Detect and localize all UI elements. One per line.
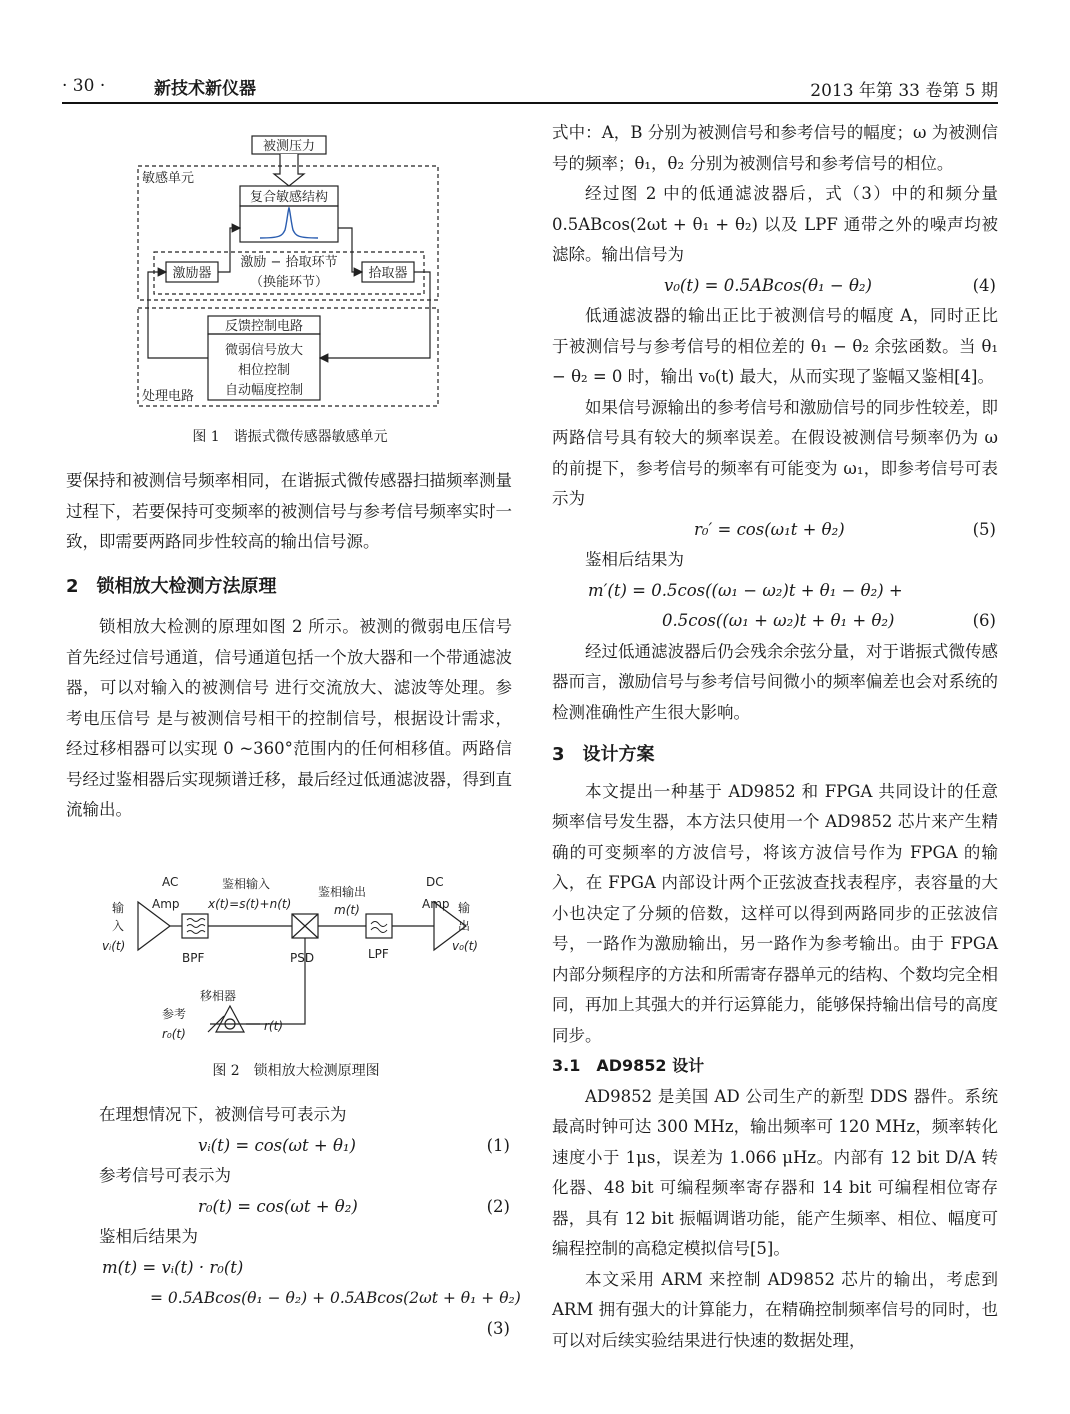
equation-3-body-2: = 0.5ABcos(θ₁ − θ₂) + 0.5ABcos(2ωt + θ₁ + θ₂) (150, 1289, 521, 1307)
left-equations (66, 1100, 521, 1344)
right-para-7: 本文提出一种基于 AD9852 和 FPGA 共同设计的任意频率信号发生器，本方法只使用一个 AD9852 芯片来产生精确的可变频率的方波信号，将该方波信号作为 FPGA 的输入，在 FPGA 内部设计两个正弦波查找表程序，表容量的大小也决定了分频的倍数，这样可以得到两路同步的正弦波信号，一路作为激励输出，另一路作为参考输出。由于 FPGA 内部分频程序的方法和所需寄存器单元的结构、个数均完全相同，再加上其强大的并行运算能力，能够保持输出信号的高度同步。 (552, 781, 998, 1045)
equation-6-body-1: m′(t) = 0.5cos((ω₁ − ω₂)t + θ₁ − θ₂) + (588, 580, 903, 600)
equation-5-number: (5) (972, 519, 996, 539)
equation-4 (552, 271, 998, 302)
fig1-label-composite: 复合敏感结构 (249, 190, 329, 205)
equation-3-number-line (66, 1314, 512, 1345)
right-para-6: 经过低通滤波器后仍会残余余弦分量，对于谐振式微传感器而言，激励信号与参考信号间微小的频率偏差也会对系统的检测准确性产生很大影响。 (552, 641, 998, 722)
fig2-label-r0: r₀(t) (162, 1027, 186, 1041)
fig1-label-transduce-note: （换能环节） (249, 275, 329, 290)
fig1-label-pickup: 拾取器 (368, 266, 408, 281)
fig2-label-ac: AC (162, 875, 179, 889)
figure-2-diagram (96, 872, 496, 1052)
issue-info: 2013 年第 33 卷第 5 期 (810, 81, 998, 101)
fig1-label-sensing-unit: 敏感单元 (142, 171, 195, 186)
fig2-label-pd-input: 鉴相输入 (222, 877, 271, 891)
fig2-label-input-2: 入 (112, 919, 125, 933)
equation-1 (66, 1131, 512, 1162)
fig1-label-pressure: 被测压力 (262, 139, 316, 154)
section-3-heading: 3 设计方案 (552, 744, 655, 765)
right-para-8: AD9852 是美国 AD 公司生产的新型 DDS 器件。系统最高时钟可达 300 MHz，输出频率可 120 MHz，频率转化速度小于 1μs，误差为 1.066 μHz。内部有 12 bit D/A 转化器、48 bit 可编程频率寄存器和 14 bit 可编程相位寄存器，具有 12 bit 振幅调谐功能，能产生频率、相位、幅度可编程控制的高稳定模拟信号[5]。 (552, 1086, 998, 1258)
fig1-label-transduce: 激励 − 拾取环节 (240, 255, 338, 270)
equation-4-number: (4) (972, 275, 996, 295)
fig2-label-rt: r(t) (264, 1019, 284, 1033)
equation-1-body: vᵢ(t) = cos(ωt + θ₁) (198, 1135, 356, 1155)
fig2-label-psd: PSD (290, 951, 315, 965)
fig1-label-exciter: 激励器 (172, 266, 212, 281)
right-para-9: 本文采用 ARM 来控制 AD9852 芯片的输出，考虑到 ARM 拥有强大的计算能力，在精确控制频率信号的同时，也可以对后续实验结果进行快速的数据处理， (552, 1269, 998, 1350)
header-rule (62, 102, 998, 104)
page-header (62, 72, 998, 102)
left-para-5: 鉴相后结果为 (99, 1227, 198, 1246)
left-para-1: 要保持和被测信号频率相同，在谐振式微传感器扫描频率测量过程下，若要保持可变频率的被测信号与参考信号频率实时一致，即需要两路同步性较高的输出信号源。 (66, 471, 512, 551)
fig1-label-agc: 自动幅度控制 (224, 383, 304, 398)
left-para-4: 参考信号可表示为 (99, 1166, 231, 1185)
figure-2-caption: 图 2 锁相放大检测原理图 (212, 1063, 380, 1079)
right-para-3: 低通滤波器的输出正比于被测信号的幅度 A，同时正比于被测信号与参考信号的相位差的 θ₁ − θ₂ 余弦函数。当 θ₁ − θ₂ = 0 时，输出 v₀(t) 最大，从而实现了鉴幅又鉴相[4]。 (552, 306, 998, 386)
fig2-label-dc-amp: Amp (422, 897, 450, 911)
fig2-label-output-2: 出 (458, 919, 471, 933)
equation-5 (552, 515, 998, 546)
fig1-label-processing: 处理电路 (142, 389, 195, 404)
equation-5-body: r₀′ = cos(ω₁t + θ₂) (694, 519, 845, 539)
fig2-label-reference: 参考 (162, 1007, 187, 1021)
left-column (66, 466, 512, 826)
section-3-1-heading: 3.1 AD9852 设计 (552, 1056, 705, 1075)
fig2-label-shifter: 移相器 (200, 989, 237, 1003)
fig2-label-amp: Amp (152, 897, 180, 911)
equation-6-line-1 (552, 576, 998, 607)
fig2-label-pd-signal: x(t)=s(t)+n(t) (208, 897, 292, 911)
left-para-3: 在理想情况下，被测信号可表示为 (99, 1105, 347, 1124)
right-column (552, 118, 998, 1356)
equation-2-number: (2) (486, 1196, 510, 1216)
equation-1-number: (1) (486, 1135, 510, 1155)
fig2-label-lpf: LPF (368, 947, 389, 961)
fig2-label-output-1: 输 (458, 901, 471, 915)
fig2-label-vo: v₀(t) (452, 939, 478, 953)
journal-name: 新技术新仪器 (154, 79, 256, 99)
page-number: · 30 · (62, 76, 106, 96)
figure-1-caption: 图 1 谐振式微传感器敏感单元 (192, 429, 388, 445)
right-para-2: 经过图 2 中的低通滤波器后，式（3）中的和频分量 0.5ABcos(2ωt + θ₁ + θ₂) 以及 LPF 通带之外的噪声均被滤除。输出信号为 (552, 184, 998, 264)
equation-3-number: (3) (486, 1318, 510, 1338)
right-para-4: 如果信号源输出的参考信号和激励信号的同步性较差，即两路信号具有较大的频率误差。在假设被测信号频率仍为 ω 的前提下，参考信号的频率有可能变为 ω₁，即参考信号可表示为 (552, 397, 998, 508)
equation-6-number: (6) (972, 611, 996, 630)
fig2-label-input-1: 输 (112, 901, 125, 915)
fig2-label-vi: vᵢ(t) (102, 939, 126, 953)
fig2-label-mt: m(t) (334, 903, 360, 917)
fig1-label-amp: 微弱信号放大 (224, 343, 304, 358)
fig1-label-feedback: 反馈控制电路 (224, 319, 304, 334)
fig2-label-pd-output: 鉴相输出 (318, 885, 367, 899)
equation-4-body: v₀(t) = 0.5ABcos(θ₁ − θ₂) (664, 275, 872, 295)
equation-6-body-2: 0.5cos((ω₁ + ω₂)t + θ₁ + θ₂) (662, 611, 895, 630)
equation-6-line-2 (552, 606, 998, 637)
fig2-label-bpf: BPF (182, 951, 205, 965)
equation-2 (66, 1192, 512, 1223)
fig2-label-dc: DC (426, 875, 444, 889)
equation-3-line-2 (66, 1283, 521, 1314)
equation-3-body-1: m(t) = vᵢ(t) · r₀(t) (102, 1257, 244, 1277)
right-para-5: 鉴相后结果为 (585, 550, 684, 569)
right-para-1: 式中：A，B 分别为被测信号和参考信号的幅度；ω 为被测信号的频率；θ₁，θ₂ 分别为被测信号和参考信号的相位。 (552, 123, 998, 173)
figure-1-diagram (130, 126, 450, 416)
equation-2-body: r₀(t) = cos(ωt + θ₂) (198, 1196, 358, 1216)
equation-3-line-1 (66, 1253, 512, 1284)
section-2-heading: 2 锁相放大检测方法原理 (66, 575, 277, 597)
fig1-label-phase: 相位控制 (237, 363, 291, 378)
left-para-2: 锁相放大检测的原理如图 2 所示。被测的微弱电压信号 首先经过信号通道，信号通道包括一个放大器和一个带通滤波器，可以对输入的被测信号 进行交流放大、滤波等处理。参考电压信号 是与被测信号相干的控制信号，根据设计需求，经过移相器可以实现 0 ~360°范围内的任何相移值。两路信号经过鉴相器后实现频谱迁移，最后经过低通滤波器，得到直流输出。 (66, 617, 512, 819)
